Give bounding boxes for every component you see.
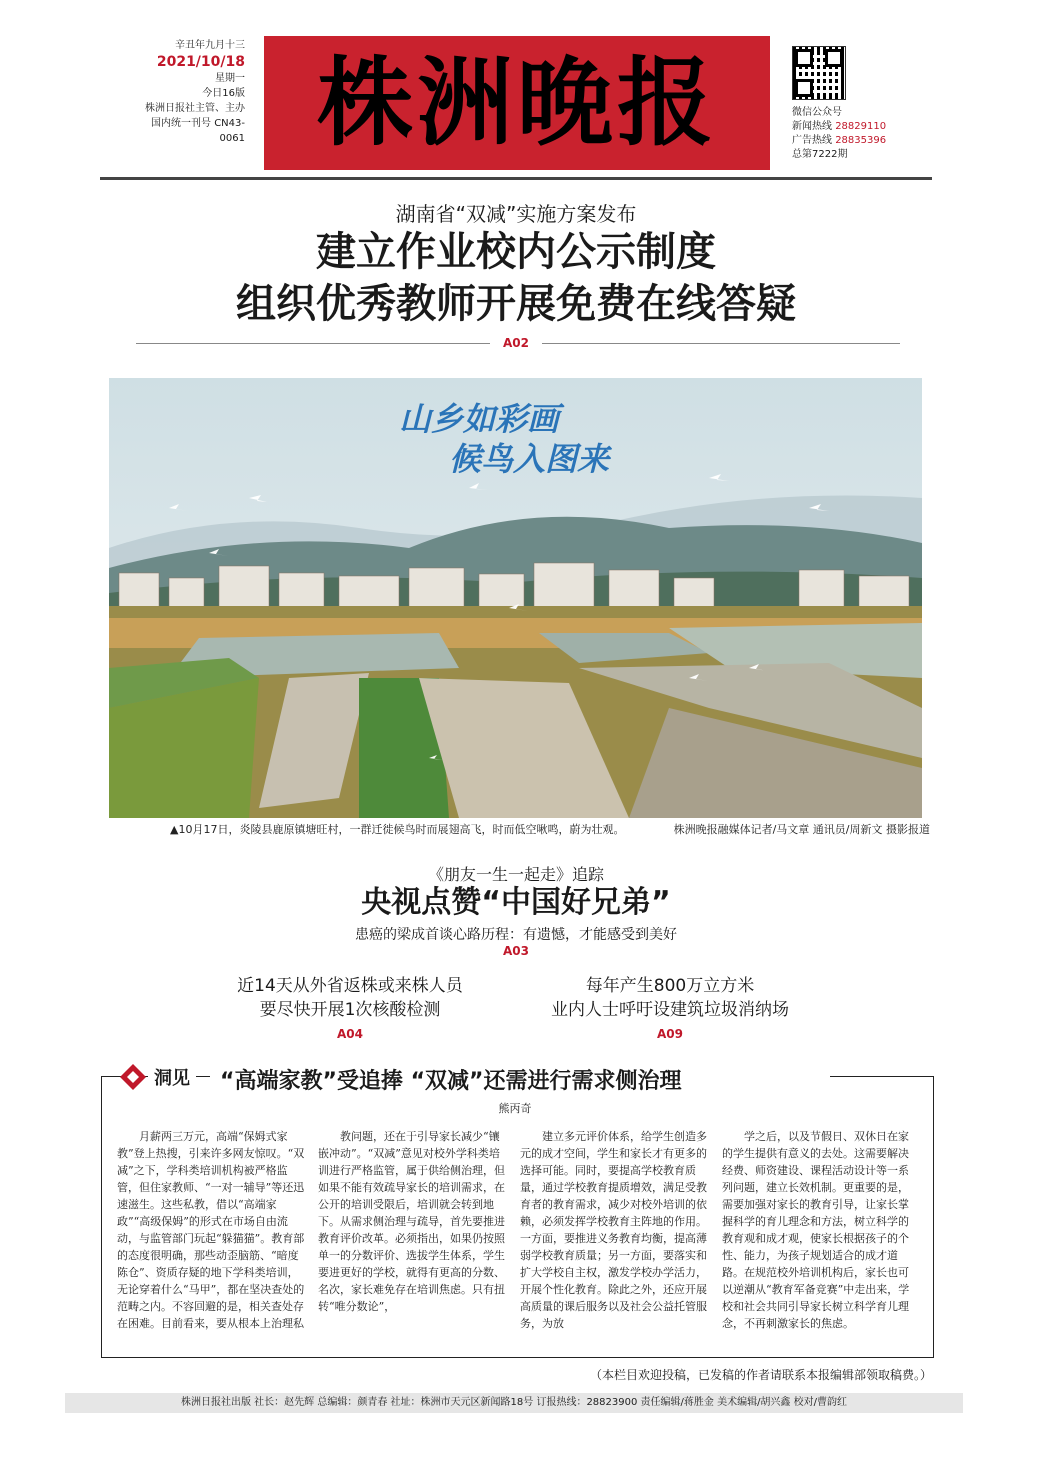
masthead <box>264 36 770 170</box>
story2-headline[interactable]: 央视点赞“中国好兄弟” <box>361 885 671 920</box>
lunar-date: 辛丑年九月十三 <box>175 40 245 51</box>
lead-kicker: 湖南省“双减”实施方案发布 <box>395 202 637 226</box>
story2-subhead: 患癌的梁成首谈心路历程：有遗憾，才能感受到美好 <box>355 927 677 943</box>
story2-kicker: 《朋友一生一起走》追踪 <box>427 865 604 884</box>
masthead-left-info <box>135 38 245 146</box>
story3-line-1: 近14天从外省返株或来株人员 <box>237 976 463 996</box>
issn: 国内统一刊号 CN43-0061 <box>151 118 245 144</box>
sponsor: 株洲日报社主管、主办 <box>145 103 245 114</box>
issue-number: 总第7222期 <box>792 149 848 160</box>
newspaper-logo: 株洲晚报 <box>317 46 717 159</box>
column-text-1: 月薪两三万元，高端“保姆式家教”登上热搜，引来许多网友惊叹。“双减”之下，学科类培训机构被严格监管，但住家教师、“一对一辅导”等还迅速滋生。这些私教，借以“高端家政”“高级保姆”的形式在市场自由流动，与监管部门玩起“躲猫猫”。教育部的态度很明确，那些动歪脑筋、“暗度陈仓”、资质存疑的地下学科类培训，无论穿着什么“马甲”，都在坚决查处的范畴之内。不容回避的是，相关查处存在困难。目前看来，要从根本上治理私 <box>117 1130 305 1330</box>
column-text-3: 建立多元评价体系，给学生创造多元的成才空间，学生和家长才有更多的选择可能。同时，要提高学校教育质量，通过学校教育提质增效，满足受教育者的教育需求，减少对校外培训的依赖，必须发挥学校教育主阵地的作用。一方面，要推进义务教育均衡，提高薄弱学校教育质量；另一方面，要落实和扩大学校自主权，激发学校办学活力，开展个性化教育。除此之外，还应开展高质量的课后服务以及社会公益托管服务，为放 <box>520 1130 707 1330</box>
photo-caption: ▲10月17日，炎陵县鹿原镇塘旺村，一群迁徙候鸟时而展翅高飞，时而低空啾鸣，蔚为壮观。 <box>170 823 625 836</box>
column-author: 熊丙奇 <box>498 1102 532 1115</box>
lead-headline-2[interactable]: 组织优秀教师开展免费在线答疑 <box>236 281 796 327</box>
feature-photo <box>109 378 922 818</box>
photo-caption-block <box>170 821 930 837</box>
column-tag: 洞见 <box>148 1064 196 1090</box>
weekday: 星期一 <box>215 73 245 84</box>
story3-line-2: 要尽快开展1次核酸检测 <box>259 1000 441 1020</box>
photo-title-2: 候鸟入图来 <box>449 440 610 478</box>
masthead-right-info <box>792 46 932 162</box>
column-text-4: 学之后，以及节假日、双休日在家的学生提供有意义的去处。这需要解决经费、师资建设、课程活动设计等一系列问题，建立长效机制。更重要的是，需要加强对家长的教育引导，让家长掌握科学的育儿理念和方法，树立科学的教育观和成才观，使家长根据孩子的个性、能力，为孩子规划适合的成才道路。在规范校外培训机构后，家长也可以逆潮从“教育军备竞赛”中走出来，学校和社会共同引导家长树立科学育儿理念，不再刺激家长的焦虑。 <box>722 1130 910 1330</box>
header-rule <box>100 177 932 180</box>
submission-note: （本栏目欢迎投稿，已发稿的作者请联系本报编辑部领取稿费。） <box>589 1368 932 1382</box>
page-count: 今日16版 <box>202 88 245 99</box>
landscape-photo <box>109 378 922 818</box>
story4[interactable] <box>500 974 840 1046</box>
story4-line-2: 业内人士呼吁设建筑垃圾消纳场 <box>551 1000 789 1020</box>
lead-page-ref[interactable]: A02 <box>490 336 542 350</box>
imprint-bar: 株洲日报社出版 社长：赵先辉 总编辑：颜青春 社址：株洲市天元区新闻路18号 订报热线：28823900 责任编辑/蒋胜金 美术编辑/胡兴鑫 校对/曹韵红 <box>65 1393 963 1413</box>
column-headline[interactable]: “高端家教”受追捧 “双减”还需进行需求侧治理 <box>210 1064 830 1095</box>
issue-date: 2021/10/18 <box>156 54 245 70</box>
story3-page-ref[interactable]: A04 <box>337 1027 363 1041</box>
wechat-label: 微信公众号 <box>792 107 842 118</box>
story4-page-ref[interactable]: A09 <box>657 1027 683 1041</box>
photo-title-1: 山乡如彩画 <box>399 400 560 438</box>
story2-page-ref[interactable]: A03 <box>503 944 529 958</box>
qr-code-icon[interactable] <box>792 46 846 100</box>
ad-hotline: 广告热线 28835396 <box>792 135 887 146</box>
news-hotline: 新闻热线 28829110 <box>792 121 887 132</box>
story4-line-1: 每年产生800万立方米 <box>585 976 755 996</box>
lead-headline-1[interactable]: 建立作业校内公示制度 <box>316 229 716 275</box>
photo-credit: 株洲晚报融媒体记者/马文章 通讯员/周新文 摄影报道 <box>673 823 930 836</box>
diamond-icon <box>118 1062 148 1092</box>
story3[interactable] <box>180 974 520 1046</box>
column-text-2: 教问题，还在于引导家长减少“镶嵌冲动”。“双减”意见对校外学科类培训进行严格监管，属于供给侧治理，但如果不能有效疏导家长的培训需求，在公开的培训受限后，培训就会转到地下。从需求侧治理与疏导，首先要推进教育评价改革。必须指出，如果仍按照单一的分数评价、选拔学生体系，学生要进更好的学校，就得有更高的分数、名次，家长难免存在培训焦虑。只有扭转“唯分数论”， <box>318 1130 505 1313</box>
